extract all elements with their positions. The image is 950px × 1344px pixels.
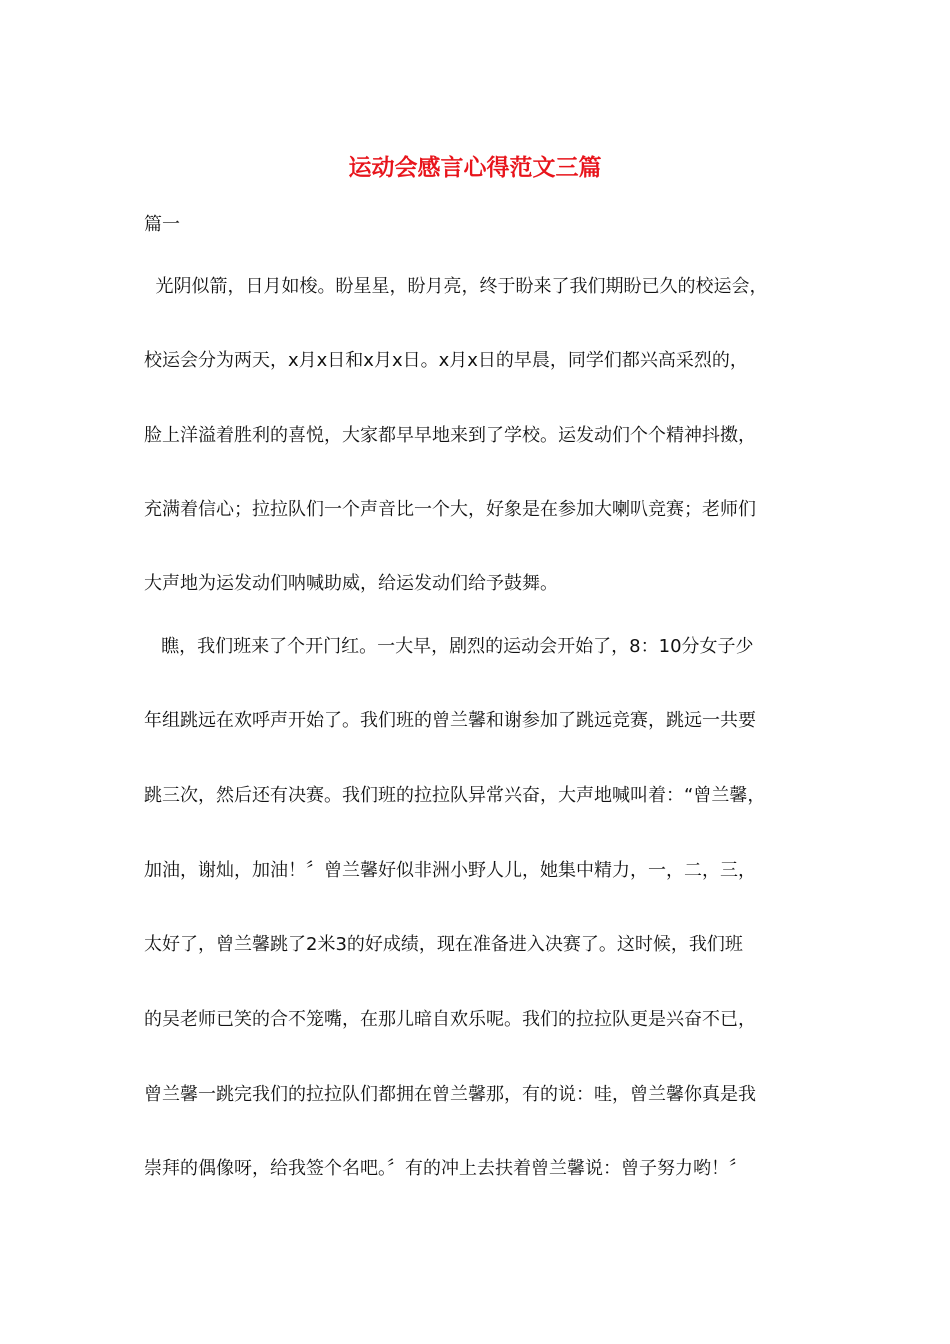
paragraph-line: 脸上洋溢着胜利的喜悦，大家都早早地来到了学校。运发动们个个精神抖擞， — [144, 425, 756, 446]
paragraph-line: 曾兰馨一跳完我们的拉拉队们都拥在曾兰馨那，有的说：哇，曾兰馨你真是我 — [144, 1084, 756, 1105]
document-title: 运动会感言心得范文三篇 — [348, 154, 602, 181]
paragraph-line: 年组跳远在欢呼声开始了。我们班的曾兰馨和谢参加了跳远竞赛，跳远一共要 — [144, 710, 756, 731]
paragraph-line: 崇拜的偶像呀，给我签个名吧。〞有的冲上去扶着曾兰馨说：曾子努力哟！〞 — [144, 1158, 747, 1179]
paragraph-line: 太好了，曾兰馨跳了2米3的好成绩，现在准备进入决赛了。这时候，我们班 — [144, 934, 743, 955]
paragraph-line: 校运会分为两天，x月x日和x月x日。x月x日的早晨，同学们都兴高采烈的， — [144, 350, 748, 371]
paragraph-line: 大声地为运发动们呐喊助威，给运发动们给予鼓舞。 — [144, 573, 558, 594]
paragraph-line: 跳三次，然后还有决赛。我们班的拉拉队异常兴奋，大声地喊叫着：“曾兰馨， — [144, 785, 766, 806]
paragraph-line: 光阴似箭，日月如梭。盼星星，盼月亮，终于盼来了我们期盼已久的校运会， — [144, 276, 768, 297]
paragraph-line: 加油，谢灿，加油！〞曾兰馨好似非洲小野人儿，她集中精力，一，二，三， — [144, 860, 756, 881]
paragraph-line: 的吴老师已笑的合不笼嘴，在那儿暗自欢乐呢。我们的拉拉队更是兴奋不已， — [144, 1009, 756, 1030]
section-heading: 篇一 — [144, 214, 180, 235]
paragraph-line: 充满着信心；拉拉队们一个声音比一个大，好象是在参加大喇叭竞赛；老师们 — [144, 499, 756, 520]
paragraph-line: 瞧，我们班来了个开门红。一大早，剧烈的运动会开始了，8：10分女子少 — [144, 636, 754, 657]
